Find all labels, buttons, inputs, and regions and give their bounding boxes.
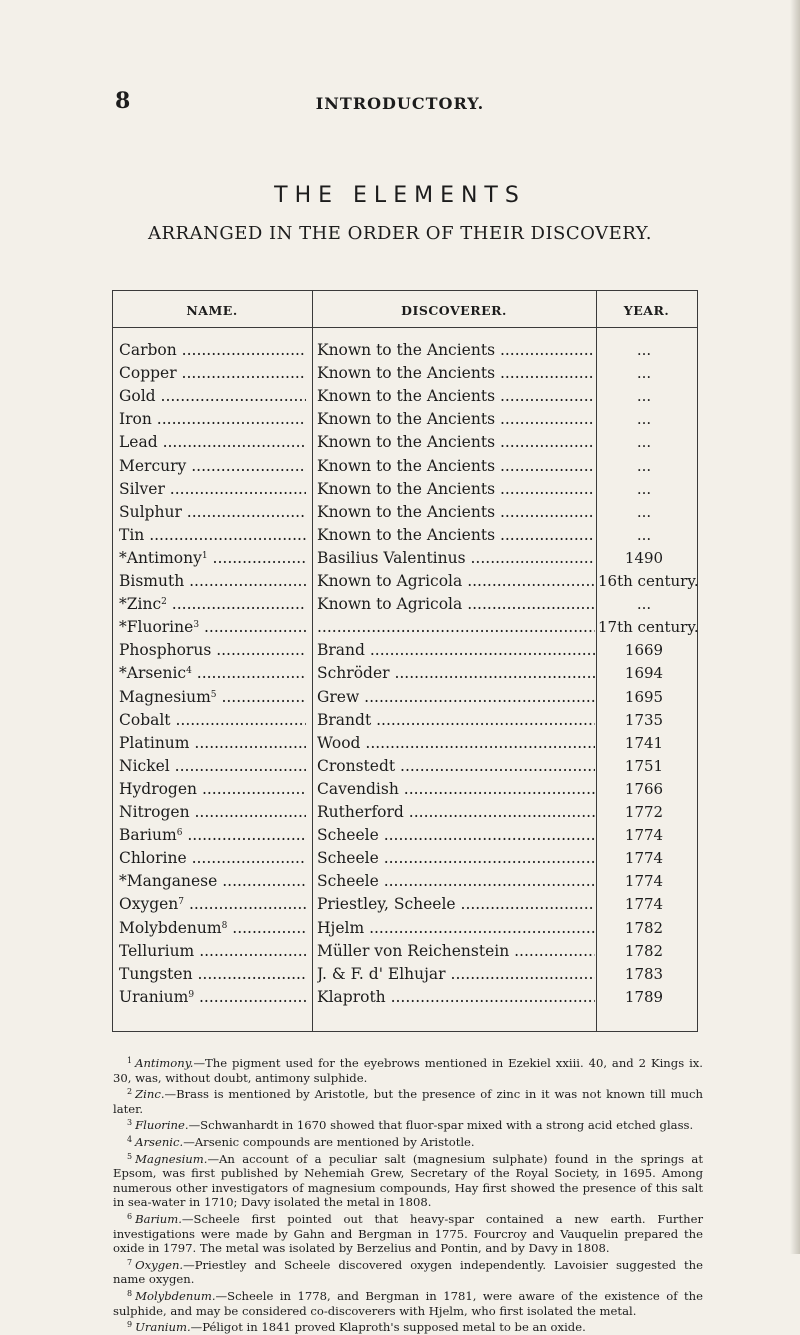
table-row: [112, 847, 697, 869]
element-name: [119, 570, 306, 592]
footnote: [113, 1210, 703, 1256]
element-name-text: Mercury: [119, 456, 187, 475]
element-discoverer: Known to Agricola .....: [317, 593, 595, 615]
page-header: [0, 88, 800, 118]
footnote-ref: 3: [193, 620, 200, 631]
element-year: 1782: [624, 941, 664, 960]
element-name: [119, 893, 306, 915]
element-name: [119, 385, 306, 407]
footnote-ref: 1: [201, 550, 208, 561]
footnote: [113, 1256, 703, 1287]
footnote-text: —Péligot in 1841 proved Klaproth's supposed metal to be an oxide.: [190, 1320, 586, 1335]
element-name-text: Molybdenum: [119, 918, 222, 937]
element-name-text: Iron: [119, 410, 152, 429]
element-discoverer: Scheele .....: [317, 824, 595, 846]
element-name: [119, 362, 306, 384]
element-discoverer: Known to the Ancients .....: [317, 431, 595, 453]
element-discoverer: Klaproth .....: [317, 986, 595, 1008]
element-discoverer: Rutherford .....: [317, 801, 595, 823]
table-row: [112, 593, 697, 615]
element-name: [119, 501, 306, 523]
table-row: [112, 478, 697, 500]
element-year: 1774: [624, 849, 664, 868]
element-year: ...: [636, 433, 652, 452]
footnote-number: 2: [127, 1087, 133, 1097]
footnote-number: 4: [127, 1134, 133, 1144]
table-row: [112, 639, 697, 661]
element-name: [119, 709, 306, 731]
footnote-term: Oxygen.: [135, 1257, 184, 1272]
table-row: [112, 662, 697, 684]
footnote-ref: 9: [188, 989, 195, 1000]
table-row: [112, 963, 697, 985]
element-name-text: Phosphorus: [119, 641, 212, 660]
element-discoverer: Basilius Valentinus .....: [317, 547, 595, 569]
element-discoverer: Scheele .....: [317, 870, 595, 892]
element-name-text: Nickel: [119, 756, 170, 775]
footnote-term: Barium.: [135, 1211, 182, 1226]
elements-table: [112, 290, 698, 1032]
element-name-text: Nitrogen: [119, 803, 190, 821]
element-name-text: Sulphur: [119, 502, 182, 521]
element-name: [119, 593, 306, 615]
element-name-text: *Zinc: [119, 595, 162, 614]
element-name-text: *Arsenic: [119, 664, 187, 683]
element-name-text: Oxygen: [119, 895, 179, 914]
footnote: [113, 1054, 703, 1085]
element-name-text: Barium: [119, 826, 177, 845]
element-name: [119, 547, 306, 569]
element-discoverer: Hjelm .....: [317, 917, 595, 939]
table-row: [112, 870, 697, 892]
element-year: 1669: [624, 641, 664, 660]
element-name-text: Tin: [119, 525, 145, 544]
element-name-text: Copper: [119, 364, 177, 383]
element-year: 16th century.: [598, 572, 699, 590]
element-name-text: Gold: [119, 387, 156, 406]
element-discoverer: Priestley, Scheele .....: [317, 893, 595, 915]
footnote-number: 8: [127, 1288, 133, 1298]
element-year: ...: [636, 456, 652, 475]
table-row: [112, 616, 697, 638]
element-year: ...: [636, 387, 652, 406]
footnote-number: 1: [127, 1056, 133, 1065]
element-year: 1751: [624, 756, 664, 775]
element-name: [119, 917, 306, 939]
element-name-text: Magnesium: [119, 687, 211, 706]
element-discoverer: Cavendish .....: [317, 778, 595, 800]
table-row: [112, 408, 697, 430]
footnote-term: Arsenic.: [135, 1134, 184, 1149]
table-row: [112, 824, 697, 846]
element-year: 1490: [624, 548, 664, 567]
footnote: [113, 1116, 703, 1133]
footnote-ref: 2: [161, 597, 167, 608]
element-discoverer: J. & F. d' Elhujar .....: [317, 963, 595, 985]
element-year: 1774: [624, 895, 664, 914]
table-row: [112, 570, 697, 592]
element-name: [119, 662, 306, 684]
table-row: [112, 801, 697, 823]
footnote-text: —Priestley and Scheele discovered oxygen independently. Lavoisier suggested the name oxygen.: [113, 1257, 703, 1287]
element-name: [119, 778, 306, 800]
element-name: [119, 940, 306, 962]
table-row: [112, 986, 697, 1008]
element-discoverer: Known to Agricola .....: [317, 570, 595, 592]
table-row: [112, 778, 697, 800]
element-discoverer: Brandt .....: [317, 709, 595, 731]
footnote-term: Molybdenum.: [135, 1288, 216, 1303]
element-discoverer: Grew .....: [317, 686, 595, 708]
element-name: [119, 339, 306, 361]
element-name: [119, 963, 306, 985]
header-discoverer: DISCOVERER.: [401, 303, 507, 318]
element-name-text: Chlorine: [119, 849, 187, 868]
element-name: [119, 408, 306, 430]
element-name: [119, 986, 306, 1008]
footnote-text: —The pigment used for the eyebrows mentioned in Ezekiel xxiii. 40, and 2 Kings ix. 30, was, without doubt, antimony sulphide.: [113, 1056, 703, 1085]
footnote-text: —Scheele first pointed out that heavy-spar contained a new earth. Further investigations were made by Gahn and Bergman in 1775. Fourcroy and Vauquelin prepared the oxide in 1797. The metal was isolated by Berzelius and Pontin, and by Davy in 1808.: [113, 1211, 703, 1256]
table-row: [112, 455, 697, 477]
element-year: 1774: [624, 826, 664, 845]
element-name-text: Uranium: [119, 987, 189, 1006]
element-discoverer: Scheele .....: [317, 847, 595, 869]
footnote-text: —An account of a peculiar salt (magnesium sulphate) found in the springs at Epsom, was first published by Nehemiah Grew, Secretary of the Royal Society, in 1695. Among numerous other investigators of magnesium compounds, Hay first showed the presence of this salt in sea-water in 1710; Davy isolated the metal in 1808.: [113, 1151, 703, 1210]
element-year: ...: [636, 479, 652, 498]
table-row: [112, 431, 697, 453]
footnotes: [113, 1054, 703, 1335]
table-row: [112, 732, 697, 754]
element-name-text: Lead: [119, 433, 158, 452]
footnote-term: Fluorine.: [135, 1118, 189, 1133]
element-discoverer: Wood .....: [317, 732, 595, 754]
element-name-text: *Manganese: [119, 872, 218, 891]
page-subtitle: ARRANGED IN THE ORDER OF THEIR DISCOVERY.: [147, 223, 653, 244]
table-row: [112, 501, 697, 523]
element-name-text: *Fluorine: [119, 618, 194, 637]
element-name: [119, 455, 306, 477]
element-discoverer: Brand .....: [317, 639, 595, 661]
element-year: 1789: [624, 987, 664, 1006]
element-name-text: Cobalt: [119, 710, 171, 729]
element-name-text: Silver: [119, 479, 165, 498]
element-name: [119, 732, 306, 754]
element-year: ...: [636, 595, 652, 614]
footnote-text: —Arsenic compounds are mentioned by Aristotle.: [183, 1134, 475, 1149]
element-name: [119, 616, 306, 638]
table-row: [112, 709, 697, 731]
running-head: INTRODUCTORY.: [315, 94, 485, 113]
element-year: ...: [636, 364, 652, 383]
element-name: [119, 801, 306, 823]
footnote-term: Magnesium.: [135, 1151, 208, 1166]
footnote: [113, 1085, 703, 1116]
element-year: 1735: [624, 710, 664, 729]
table-row: [112, 686, 697, 708]
footnote-number: 6: [127, 1211, 133, 1221]
element-discoverer: Known to the Ancients .....: [317, 339, 595, 361]
footnote-text: —Scheele in 1778, and Bergman in 1781, were aware of the existence of the sulphide, and may be considered co-discoverers with Hjelm, who first isolated the metal.: [113, 1288, 703, 1318]
element-discoverer: Known to the Ancients .....: [317, 478, 595, 500]
element-name-text: Tungsten: [119, 964, 193, 983]
element-discoverer: Known to the Ancients .....: [317, 408, 595, 430]
element-discoverer: Cronstedt .....: [317, 755, 595, 777]
element-name: [119, 824, 306, 846]
header-divider: [112, 327, 697, 328]
table-row: [112, 547, 697, 569]
footnote: [113, 1150, 703, 1210]
footnote-number: 3: [127, 1118, 133, 1128]
footnote-text: —Schwanhardt in 1670 showed that fluor-spar mixed with a strong acid etched glass.: [188, 1118, 694, 1133]
page-title: THE ELEMENTS: [274, 183, 526, 208]
footnote-number: 9: [127, 1320, 133, 1330]
element-year: ...: [636, 525, 652, 544]
element-year: 1741: [624, 733, 664, 752]
element-discoverer: Known to the Ancients .....: [317, 524, 595, 546]
element-discoverer: Known to the Ancients .....: [317, 385, 595, 407]
footnote-text: —Brass is mentioned by Aristotle, but the presence of zinc in it was not known till much later.: [113, 1087, 703, 1116]
element-year: 1766: [624, 779, 664, 798]
element-discoverer: Müller von Reichenstein .....: [317, 940, 595, 962]
header-year: YEAR.: [623, 303, 670, 318]
footnote-ref: 6: [176, 828, 183, 839]
element-discoverer: Known to the Ancients .....: [317, 501, 595, 523]
table-row: [112, 362, 697, 384]
table-row: [112, 755, 697, 777]
footnote: [113, 1287, 703, 1318]
element-name: [119, 847, 306, 869]
element-name-text: *Antimony: [119, 548, 202, 567]
element-year: ...: [636, 341, 652, 359]
element-year: 17th century.: [598, 618, 699, 637]
table-row: [112, 524, 697, 546]
header-name: NAME.: [186, 303, 238, 318]
element-year: 1694: [624, 664, 664, 683]
footnote-term: Uranium.: [135, 1320, 191, 1335]
element-name: [119, 524, 306, 546]
footnote-ref: 4: [186, 666, 192, 677]
element-name: [119, 755, 306, 777]
element-name-text: Hydrogen: [119, 779, 198, 798]
footnote-number: 5: [127, 1151, 133, 1161]
footnote: [113, 1318, 703, 1335]
element-discoverer: Schröder .....: [317, 662, 595, 684]
table-row: [112, 893, 697, 915]
element-name-text: Platinum: [119, 733, 190, 752]
element-name: [119, 431, 306, 453]
element-discoverer: Known to the Ancients .....: [317, 455, 595, 477]
element-year: 1782: [624, 918, 664, 937]
table-row: [112, 940, 697, 962]
footnote-ref: 7: [178, 897, 185, 908]
element-name-text: Tellurium: [119, 941, 195, 960]
element-year: ...: [636, 502, 652, 521]
footnote-term: Antimony.: [135, 1056, 194, 1070]
element-name: [119, 870, 306, 892]
element-name: [119, 478, 306, 500]
element-discoverer: Known to the Ancients .....: [317, 362, 595, 384]
element-name: [119, 639, 306, 661]
footnote-ref: 5: [210, 689, 217, 700]
element-year: 1783: [624, 964, 664, 983]
table-row: [112, 339, 697, 361]
footnote-ref: 8: [221, 920, 228, 931]
element-year: ...: [636, 410, 652, 429]
footnote-number: 7: [127, 1257, 133, 1267]
table-row: [112, 385, 697, 407]
element-year: 1772: [624, 803, 664, 821]
element-year: 1774: [624, 872, 664, 891]
element-name: [119, 686, 306, 708]
element-name-text: Bismuth: [119, 572, 185, 590]
page-number: 8: [115, 88, 131, 114]
element-discoverer: [317, 616, 595, 638]
element-year: 1695: [624, 687, 664, 706]
footnote-term: Zinc.: [135, 1087, 165, 1102]
table-row: [112, 917, 697, 939]
element-name-text: Carbon: [119, 341, 177, 359]
footnote: [113, 1133, 703, 1150]
